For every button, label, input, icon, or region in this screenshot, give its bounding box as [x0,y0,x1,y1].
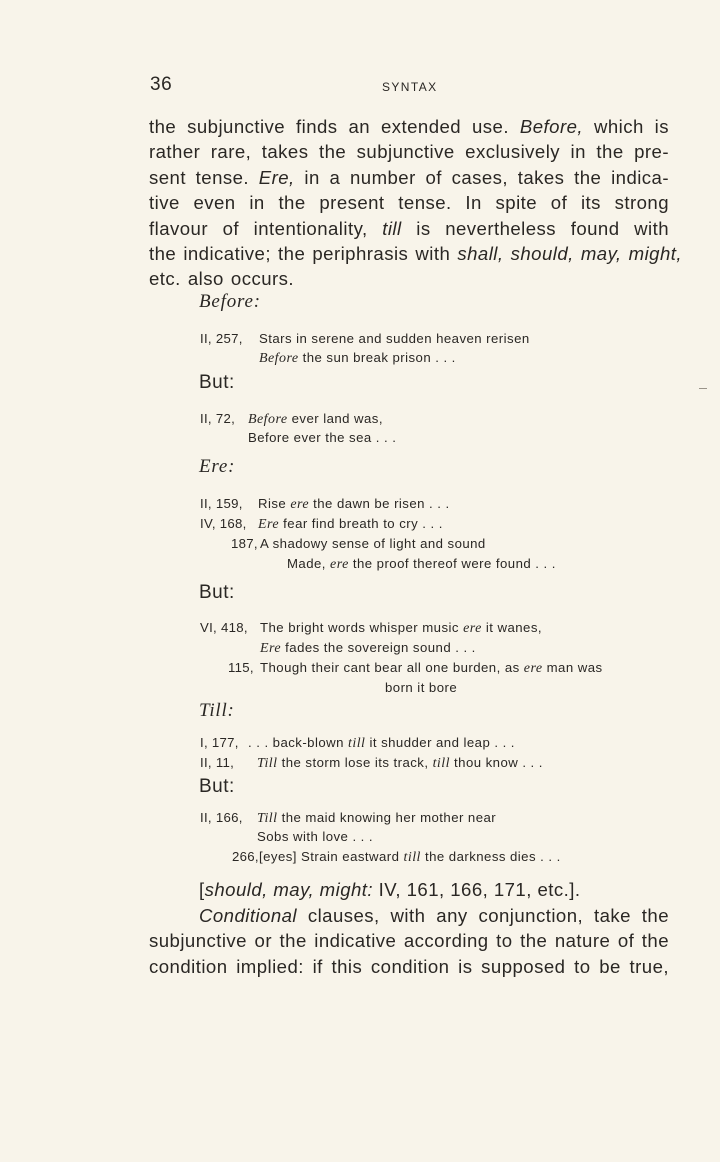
heading-ere: Ere: [199,456,236,477]
quote-line: Made, ere the proof thereof were found . . . [287,556,556,572]
quote-line: Before ever land was, [248,411,383,427]
heading-before: Before: [199,291,261,312]
quote-line: Ere fear find breath to cry . . . [258,516,443,532]
quote-ref: II, 257, [200,331,243,346]
quote-line: A shadowy sense of light and sound [260,536,486,551]
quote-line: Rise ere the dawn be risen . . . [258,496,450,512]
closing-paragraph: [should, may, might: IV, 161, 166, 171, etc.]. Conditional clauses, with any conjunction, take the subjunctive or the indicative according to the nature of the condition implied: if this condition is supposed to be true, [149,879,669,977]
margin-mark [699,388,707,389]
intro-paragraph: the subjunctive finds an extended use. Before, which is rather rare, takes the subjunctive exclusively in the pre- sent tense. Ere, in a number of cases, takes the indica- tive even in the present tense. In spite of its strong flavour of intentionality, till is nevertheless found with the indicative; the periphrasis with shall, should, may, might, etc. also occurs. [149,116,682,290]
quote-line: Sobs with love . . . [257,829,374,844]
quote-line: Till the maid knowing her mother near [257,810,497,826]
quote-line: The bright words whisper music ere it wanes, [260,620,542,636]
quote-line: Till the storm lose its track, till thou know . . . [257,755,543,771]
quote-ref: II, 159, [200,496,243,511]
quote-line: born it bore [385,680,458,695]
quote-ref: IV, 168, [200,516,247,531]
heading-but: But: [199,776,235,797]
quote-ref: 115, [228,660,254,675]
quote-ref: II, 72, [200,411,236,426]
quote-line: . . . back-blown till it shudder and leap . . . [248,735,515,751]
quote-line: Stars in serene and sudden heaven rerisen [259,331,530,346]
quote-line: Ere fades the sovereign sound . . . [260,640,476,656]
heading-till: Till: [199,700,235,721]
page-number: 36 [150,74,173,95]
quote-ref: II, 11, [200,755,235,770]
quote-line: Before the sun break prison . . . [259,350,456,366]
quote-ref: II, 166, [200,810,243,825]
running-head: SYNTAX [382,80,438,94]
quote-line: Before ever the sea . . . [248,430,397,445]
quote-ref: I, 177, [200,735,239,750]
heading-but: But: [199,372,235,393]
quote-line: Though their cant bear all one burden, as ere man was [260,660,603,676]
quote-ref: VI, 418, [200,620,248,635]
quote-ref: 187, [231,536,258,551]
heading-but: But: [199,582,235,603]
quote-ref: 266, [232,849,259,864]
quote-line: [eyes] Strain eastward till the darkness dies . . . [259,849,561,865]
